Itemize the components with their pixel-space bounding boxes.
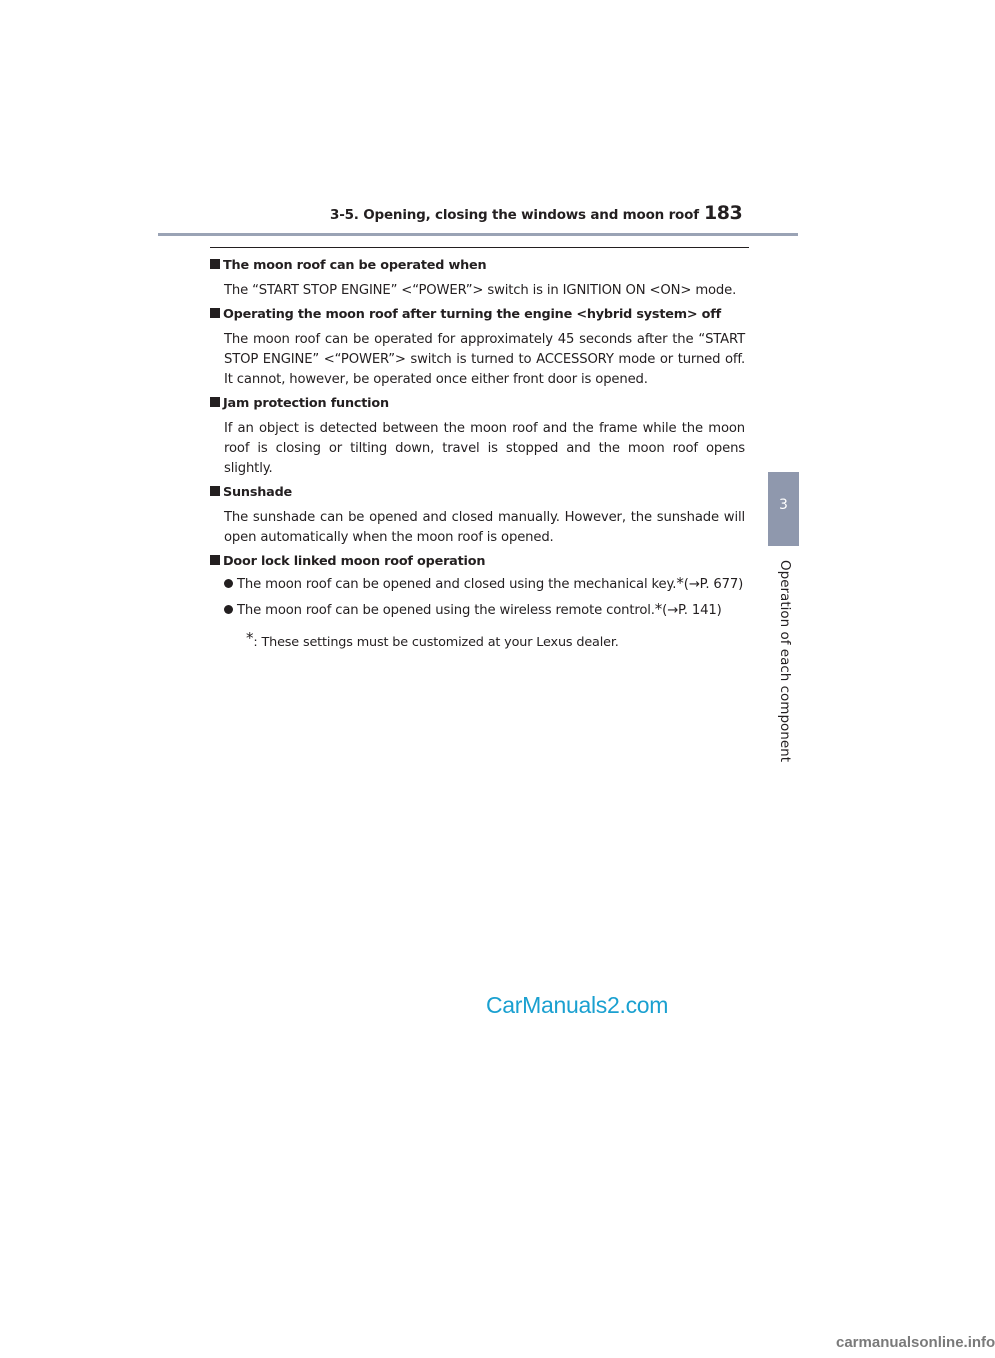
section-heading-text: Operating the moon roof after turning the engine <hybrid system> off — [223, 307, 721, 322]
header-divider — [158, 233, 798, 236]
page-number: 183 — [704, 202, 743, 224]
page-reference-link[interactable]: (→P. 677) — [683, 577, 744, 592]
list-item-text: The moon roof can be opened using the wireless remote control. — [237, 603, 655, 618]
circle-bullet-icon — [224, 579, 233, 588]
section-text: The sunshade can be opened and closed manually. However, the sunshade will open automatically when the moon roof is opened. — [224, 510, 745, 545]
section-heading — [210, 258, 745, 281]
section-operating-conditions — [210, 258, 745, 303]
section-jam-protection — [210, 396, 745, 481]
section-heading — [210, 307, 745, 330]
section-header-title: 3-5. Opening, closing the windows and moon roof — [330, 207, 699, 223]
square-bullet-icon — [210, 555, 220, 565]
section-sunshade — [210, 485, 745, 550]
footnote-mark: * — [246, 629, 254, 647]
chapter-title: Operation of each component — [777, 560, 793, 762]
list-item: The moon roof can be opened and closed using the mechanical key. * (→P. 677) — [224, 577, 745, 603]
content-divider — [210, 247, 749, 248]
section-heading — [210, 554, 745, 577]
list-item: The moon roof can be opened using the wireless remote control. * (→P. 141) — [224, 603, 745, 629]
section-text: The moon roof can be operated for approximately 45 seconds after the “START STOP ENGINE” <“POWER”> switch is turned to ACCESSORY mode or turned off. It cannot, however, be operated once either front door is opened. — [224, 332, 745, 387]
section-heading-text: Sunshade — [223, 485, 293, 500]
page-reference-link[interactable]: (→P. 141) — [662, 603, 722, 618]
section-heading — [210, 485, 745, 508]
section-heading-text: Door lock linked moon roof operation — [223, 554, 486, 569]
section-text: If an object is detected between the moon roof and the frame while the moon roof is closing or tilting down, travel is stopped and the moon roof opens slightly. — [224, 421, 745, 476]
footnote — [246, 629, 745, 653]
section-after-engine-off — [210, 307, 745, 392]
page-content — [210, 258, 745, 657]
circle-bullet-icon — [224, 605, 233, 614]
square-bullet-icon — [210, 397, 220, 407]
section-text: The “START STOP ENGINE” <“POWER”> switch is in IGNITION ON <ON> mode. — [224, 283, 737, 298]
chapter-number: 3 — [779, 497, 788, 513]
watermark-link[interactable]: CarManuals2.com — [486, 992, 669, 1018]
section-heading — [210, 396, 745, 419]
square-bullet-icon — [210, 259, 220, 269]
list-item-text: The moon roof can be opened and closed using the mechanical key. — [237, 577, 677, 592]
section-door-lock-linked — [210, 554, 745, 653]
square-bullet-icon — [210, 486, 220, 496]
section-heading-text: The moon roof can be operated when — [223, 258, 487, 273]
footer-brand-link[interactable]: carmanualsonline.info — [836, 1334, 995, 1351]
footnote-text: : These settings must be customized at your Lexus dealer. — [253, 635, 619, 650]
square-bullet-icon — [210, 308, 220, 318]
section-heading-text: Jam protection function — [223, 396, 389, 411]
